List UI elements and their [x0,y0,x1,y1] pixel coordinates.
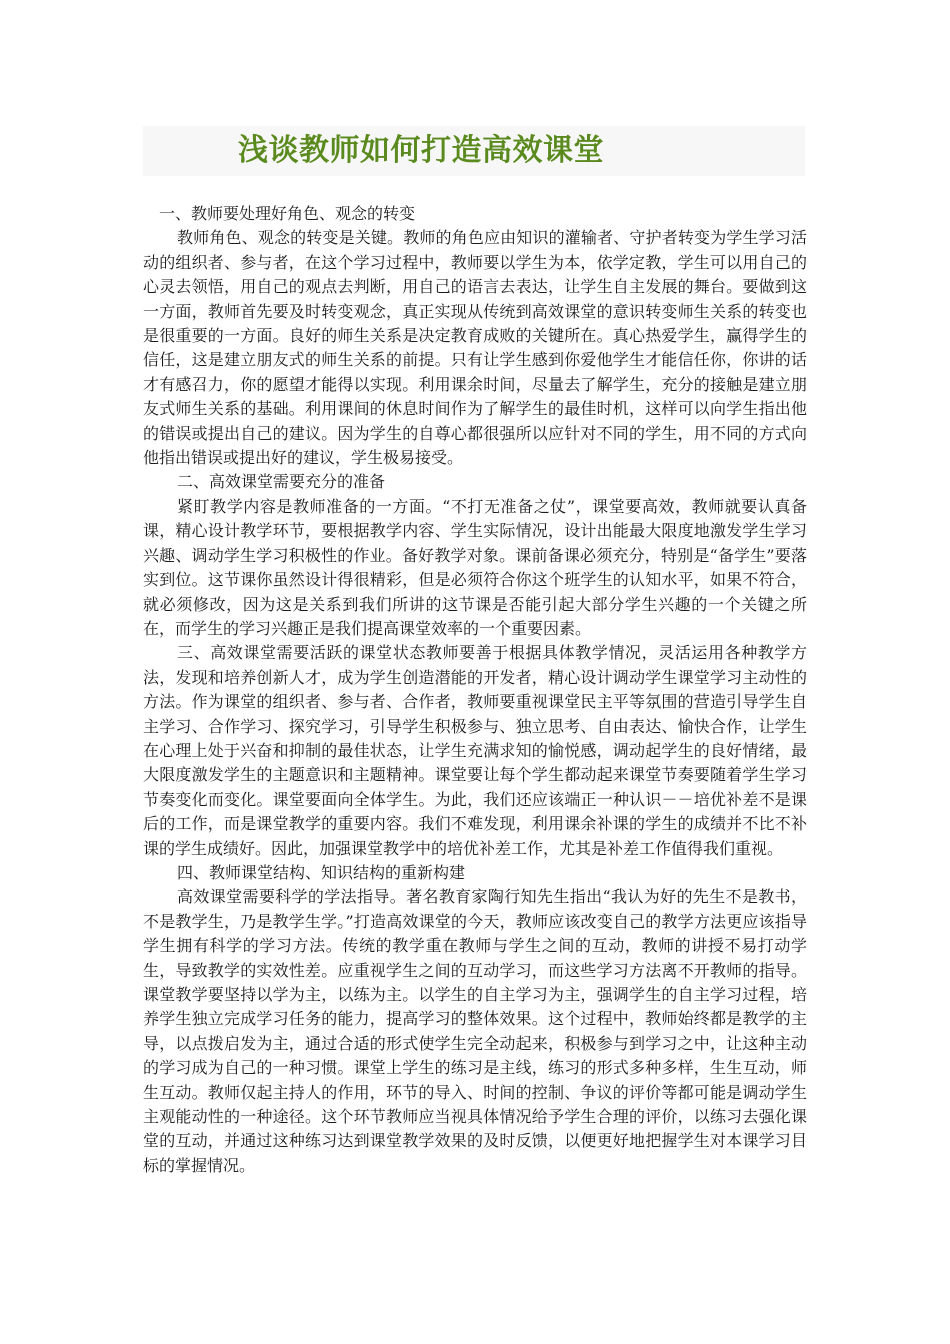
section-1-paragraph: 教师角色、观念的转变是关键。教师的角色应由知识的灌输者、守护者转变为学生学习活动的组织者、参与者，在这个学习过程中，教师要以学生为本，依学定教，学生可以用自己的心灵去领悟，用自己的观点去判断，用自己的语言去表达，让学生自主发展的舞台。要做到这一方面，教师首先要及时转变观念，真正实现从传统到高效课堂的意识转变师生关系的转变也是很重要的一方面。良好的师生关系是决定教育成败的关键所在。真心热爱学生，赢得学生的信任，这是建立朋友式的师生关系的前提。只有让学生感到你爱他学生才能信任你，你讲的话才有感召力，你的愿望才能得以实现。利用课余时间，尽量去了解学生，充分的接触是建立朋友式师生关系的基础。利用课间的休息时间作为了解学生的最佳时机，这样可以向学生指出他的错误或提出自己的建议。因为学生的自尊心都很强所以应针对不同的学生，用不同的方式向他指出错误或提出好的建议，学生极易接受。 [143,228,807,468]
section-heading-4: 四、教师课堂结构、知识结构的重新构建 [177,862,466,882]
section-heading-1: 一、教师要处理好角色、观念的转变 [159,204,416,223]
section-4-paragraph: 高效课堂需要科学的学法指导。著名教育家陶行知先生指出“我认为好的先生不是教书，不是教学生，乃是教学生学。”打造高效课堂的今天，教师应该改变自己的教学方法更应该指导学生拥有科学的学习方法。传统的教学重在教师与学生之间的互动，教师的讲授不易打动学生，导致教学的实效性差。应重视学生之间的互动学习，而这些学习方法离不开教师的指导。课堂教学要坚持以学为主，以练为主。以学生的自主学习为主，强调学生的自主学习过程，培养学生独立完成学习任务的能力，提高学习的整体效果。这个过程中，教师始终都是教学的主导，以点拨启发为主，通过合适的形式使学生完全动起来，积极参与到学习之中，让这种主动的学习成为自己的一种习惯。课堂上学生的练习是主线，练习的形式多种多样，生生互动，师生互动。教师仅起主持人的作用，环节的导入、时间的控制、争议的评价等都可能是调动学生主观能动性的一种途径。这个环节教师应当视具体情况给予学生合理的评价，以练习去强化课堂的互动，并通过这种练习达到课堂教学效果的及时反馈，以便更好地把握学生对本课学习目标的掌握情况。 [143,887,807,1175]
section-2-paragraph: 紧盯教学内容是教师准备的一方面。“不打无准备之仗”，课堂要高效，教师就要认真备课，精心设计教学环节，要根据教学内容、学生实际情况，设计出能最大限度地激发学生学习兴趣、调动学生学习积极性的作业。备好教学对象。课前备课必须充分，特别是“备学生”要落实到位。这节课你虽然设计得很精彩，但是必须符合你这个班学生的认知水平，如果不符合，就必须修改，因为这是关系到我们所讲的这节课是否能引起大部分学生兴趣的一个关键之所在，而学生的学习兴趣正是我们提高课堂效率的一个重要因素。 [143,496,807,638]
document-body [143,202,807,1178]
section-heading-2: 二、高效课堂需要充分的准备 [177,472,386,492]
document-title: 浅谈教师如何打造高效课堂 [238,133,604,168]
section-3-paragraph: 三、高效课堂需要活跃的课堂状态教师要善于根据具体教学情况，灵活运用各种教学方法，发现和培养创新人才，成为学生创造潜能的开发者，精心设计调动学生课堂学习主动性的方法。作为课堂的组织者、参与者、合作者，教师要重视课堂民主平等氛围的营造引导学生自主学习、合作学习、探究学习，引导学生积极参与、独立思考、自由表达、愉快合作，让学生在心理上处于兴奋和抑制的最佳状态，让学生充满求知的愉悦感，调动起学生的良好情绪，最大限度激发学生的主题意识和主题精神。课堂要让每个学生都动起来课堂节奏要随着学生学习节奏变化而变化。课堂要面向全体学生。为此，我们还应该端正一种认识－－培优补差不是课后的工作，而是课堂教学的重要内容。我们不难发现，利用课余补课的学生的成绩并不比不补课的学生成绩好。因此，加强课堂教学中的培优补差工作，尤其是补差工作值得我们重视。 [143,643,807,858]
